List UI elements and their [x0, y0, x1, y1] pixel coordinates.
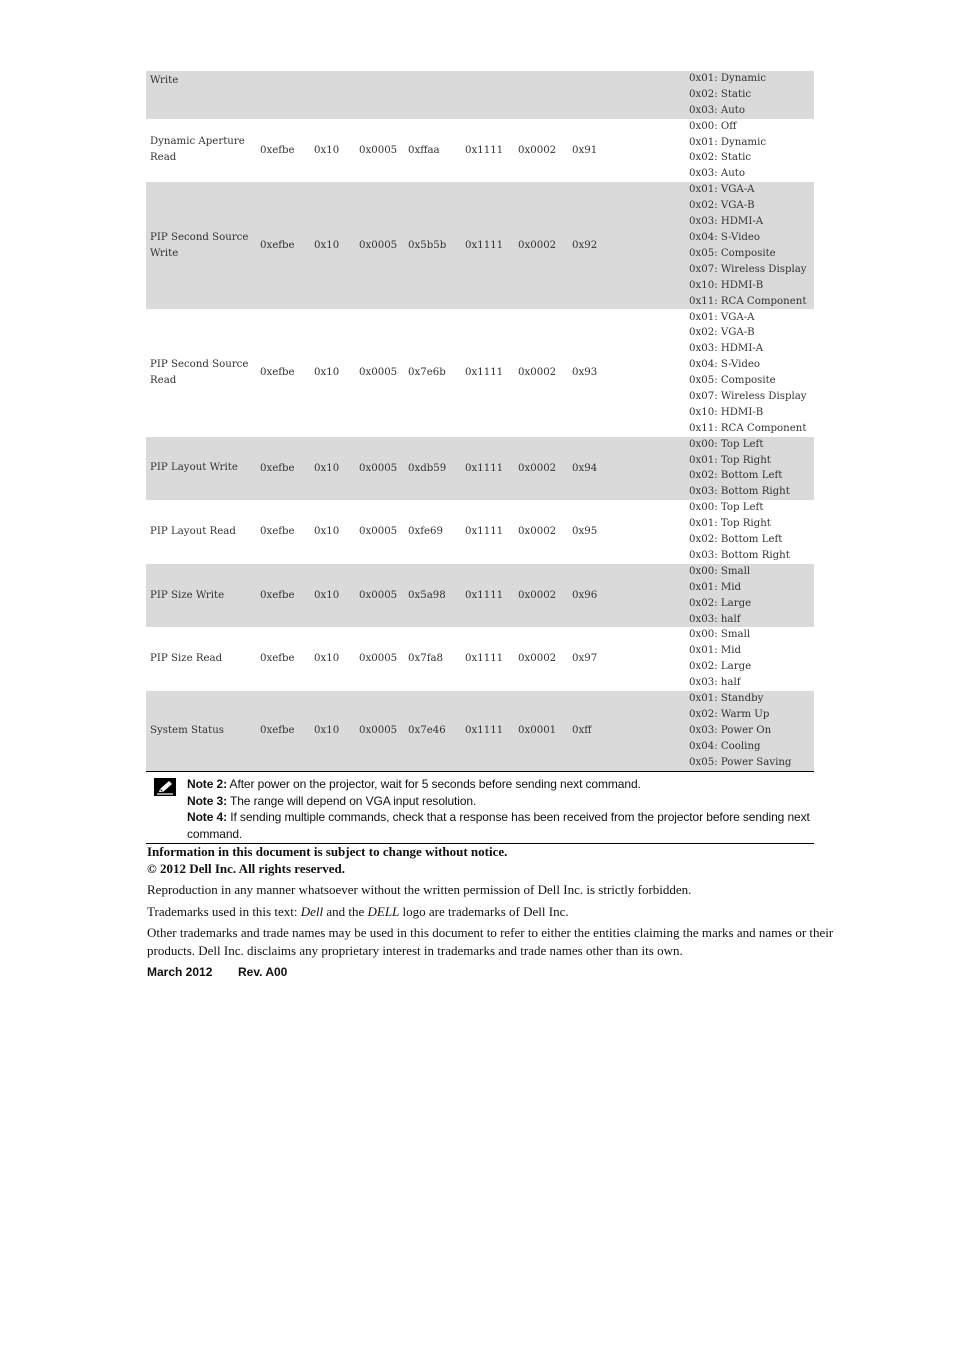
value-option: 0x07: Wireless Display — [689, 390, 807, 402]
command-name-cell: System Status — [146, 691, 256, 771]
command-name-cell: PIP Second Source Write — [146, 182, 256, 309]
value-option: 0x02: Bottom Left — [689, 470, 783, 482]
value-option: 0x03: Auto — [689, 104, 746, 116]
value-list-cell — [689, 71, 814, 119]
hex-cell: 0x0002 — [518, 144, 557, 156]
hex-cell — [568, 71, 689, 119]
hex-cell: 0xefbe — [256, 437, 310, 501]
copyright: © 2012 Dell Inc. All rights reserved. — [147, 861, 345, 876]
hex-cell — [310, 71, 355, 119]
hex-cell: 0x0005 — [359, 144, 398, 156]
value-option: 0x01: VGA-A — [689, 184, 755, 196]
hex-cell: 0xefbe — [260, 144, 295, 156]
hex-cell: 0xff — [568, 691, 689, 771]
hex-cell: 0x0005 — [355, 564, 404, 628]
hex-cell: 0x1111 — [465, 526, 504, 538]
note-2: Note 2: After power on the projector, wait for 5 seconds before sending next command. — [187, 777, 641, 791]
hex-cell — [404, 71, 461, 119]
value-list-cell — [689, 500, 814, 564]
command-name-cell: PIP Second Source Read — [150, 359, 249, 387]
value-list-cell — [689, 182, 814, 309]
notes-box — [146, 771, 814, 844]
hex-cell: 0x10 — [310, 437, 355, 501]
value-option: 0x00: Small — [689, 565, 751, 577]
command-name-cell: PIP Size Read — [150, 653, 223, 665]
command-name-cell: Write — [146, 71, 256, 119]
hex-cell: 0x1111 — [461, 564, 514, 628]
publication-date: March 2012 — [147, 965, 213, 979]
value-option: 0x00: Top Left — [689, 438, 764, 450]
hex-cell: 0x1111 — [461, 437, 514, 501]
hex-cell: 0x97 — [572, 653, 598, 665]
value-option: 0x11: RCA Component — [689, 295, 807, 307]
table-row — [146, 119, 814, 183]
hex-cell: 0xffaa — [408, 144, 440, 156]
value-list-cell — [689, 564, 814, 628]
command-table-section — [146, 71, 814, 771]
hex-cell — [256, 71, 310, 119]
note-3: Note 3: The range will depend on VGA input resolution. — [187, 793, 477, 808]
table-row — [146, 182, 814, 309]
value-option: 0x01: Dynamic — [689, 73, 767, 84]
table-row — [146, 437, 814, 501]
value-option: 0x03: HDMI-A — [689, 216, 764, 228]
value-list-cell — [689, 437, 814, 501]
hex-cell: 0x95 — [572, 526, 598, 538]
value-option: 0x02: Warm Up — [689, 708, 770, 720]
value-option: 0x03: half — [689, 677, 741, 689]
command-name-cell: PIP Layout Write — [146, 437, 256, 501]
hex-cell — [514, 71, 568, 119]
hex-cell: 0x0002 — [518, 526, 557, 538]
hex-cell: 0x0005 — [355, 437, 404, 501]
value-list-cell — [689, 309, 814, 436]
value-option: 0x07: Wireless Display — [689, 263, 807, 275]
hex-cell: 0x0005 — [359, 367, 398, 379]
hex-cell: 0x0002 — [514, 564, 568, 628]
table-row — [146, 691, 814, 771]
hex-cell: 0xefbe — [256, 182, 310, 309]
value-option: 0x01: Top Right — [689, 518, 771, 530]
value-option: 0x03: Bottom Right — [689, 549, 790, 561]
hex-cell: 0x0002 — [518, 653, 557, 665]
value-list-cell — [689, 691, 814, 771]
reproduction-notice: Reproduction in any manner whatsoever without the written permission of Dell Inc. is strictly forbidden. — [147, 882, 692, 897]
revision-footer — [147, 965, 287, 979]
command-table — [146, 71, 814, 771]
hex-cell: 0xefbe — [256, 564, 310, 628]
value-option: 0x05: Composite — [689, 375, 776, 387]
change-notice: Information in this document is subject to change without notice. — [147, 844, 508, 859]
value-option: 0x04: Cooling — [689, 740, 761, 752]
hex-cell: 0x10 — [314, 367, 340, 379]
value-option: 0x04: S-Video — [689, 231, 761, 243]
value-option: 0x01: Standby — [689, 693, 764, 705]
hex-cell: 0x10 — [310, 564, 355, 628]
table-row — [146, 627, 814, 691]
table-row — [146, 71, 814, 119]
hex-cell: 0x94 — [568, 437, 689, 501]
hex-cell: 0x1111 — [461, 182, 514, 309]
hex-cell: 0x0002 — [518, 367, 557, 379]
hex-cell: 0x5b5b — [404, 182, 461, 309]
value-option: 0x02: Large — [689, 597, 752, 609]
value-option: 0x03: Auto — [689, 168, 746, 180]
note-4: Note 4: If sending multiple commands, check that a response has been received from the projector before sending next command. — [187, 810, 810, 841]
hex-cell: 0x7fa8 — [408, 653, 444, 665]
value-option: 0x10: HDMI-B — [689, 406, 764, 418]
value-option: 0x01: Dynamic — [689, 136, 767, 148]
value-option: 0x02: Bottom Left — [689, 534, 783, 546]
hex-cell: 0x0005 — [355, 691, 404, 771]
value-option: 0x03: Power On — [689, 724, 772, 736]
value-option: 0x03: HDMI-A — [689, 343, 764, 355]
hex-cell: 0xfe69 — [408, 526, 443, 538]
hex-cell: 0x1111 — [465, 653, 504, 665]
hex-cell: 0x7e46 — [404, 691, 461, 771]
table-row — [146, 500, 814, 564]
value-option: 0x02: Static — [689, 152, 752, 164]
hex-cell: 0x0001 — [514, 691, 568, 771]
hex-cell: 0x91 — [572, 144, 598, 156]
hex-cell: 0x96 — [568, 564, 689, 628]
value-option: 0x01: Mid — [689, 645, 742, 657]
value-option: 0x00: Off — [689, 120, 737, 132]
value-option: 0x10: HDMI-B — [689, 279, 764, 291]
value-option: 0x00: Small — [689, 629, 751, 641]
value-option: 0x01: VGA-A — [689, 311, 755, 323]
value-option: 0x03: half — [689, 613, 741, 625]
hex-cell: 0xefbe — [260, 367, 295, 379]
trademarks-notice: Trademarks used in this text: Dell and the DELL logo are trademarks of Dell Inc. — [147, 903, 569, 919]
value-option: 0x05: Power Saving — [689, 756, 792, 768]
value-option: 0x01: Mid — [689, 581, 742, 593]
hex-cell — [461, 71, 514, 119]
value-list-cell — [689, 627, 814, 691]
revision-number: Rev. A00 — [238, 965, 288, 979]
value-option: 0x05: Composite — [689, 247, 776, 259]
hex-cell: 0x0002 — [514, 437, 568, 501]
value-list-cell — [689, 119, 814, 183]
hex-cell: 0x10 — [314, 526, 340, 538]
value-option: 0x01: Top Right — [689, 454, 771, 466]
command-name-cell: PIP Size Write — [146, 564, 256, 628]
hex-cell: 0x10 — [314, 144, 340, 156]
hex-cell: 0xefbe — [260, 526, 295, 538]
hex-cell: 0x1111 — [465, 144, 504, 156]
hex-cell: 0x10 — [314, 653, 340, 665]
hex-cell: 0xefbe — [260, 653, 295, 665]
command-name-cell: PIP Layout Read — [150, 526, 236, 538]
table-row — [146, 564, 814, 628]
value-option: 0x02: Large — [689, 661, 752, 673]
note-pencil-icon — [154, 778, 176, 796]
hex-cell: 0xefbe — [256, 691, 310, 771]
legal-section — [147, 843, 847, 959]
hex-cell: 0x10 — [310, 691, 355, 771]
value-option: 0x03: Bottom Right — [689, 486, 790, 498]
hex-cell: 0x7e6b — [408, 367, 446, 379]
hex-cell: 0x0005 — [359, 653, 398, 665]
hex-cell: 0x92 — [568, 182, 689, 309]
value-option: 0x04: S-Video — [689, 359, 761, 371]
other-trademarks-notice: Other trademarks and trade names may be used in this document to refer to either the entities claiming the marks and names or their products. Dell Inc. disclaims any proprietary interest in trademarks and trade names other than its own. — [147, 925, 834, 958]
value-option: 0x11: RCA Component — [689, 422, 807, 434]
table-row — [146, 309, 814, 436]
hex-cell: 0x0005 — [355, 182, 404, 309]
hex-cell: 0x0002 — [514, 182, 568, 309]
value-option: 0x02: Static — [689, 88, 752, 100]
value-option: 0x02: VGA-B — [689, 327, 755, 339]
hex-cell: 0x10 — [310, 182, 355, 309]
hex-cell: 0x1111 — [461, 691, 514, 771]
command-name-cell: Dynamic Aperture Read — [150, 136, 245, 164]
hex-cell: 0xdb59 — [404, 437, 461, 501]
hex-cell — [355, 71, 404, 119]
hex-cell: 0x93 — [572, 367, 598, 379]
value-option: 0x02: VGA-B — [689, 200, 755, 212]
value-option: 0x00: Top Left — [689, 502, 764, 514]
hex-cell: 0x0005 — [359, 526, 398, 538]
hex-cell: 0x1111 — [465, 367, 504, 379]
hex-cell: 0x5a98 — [404, 564, 461, 628]
